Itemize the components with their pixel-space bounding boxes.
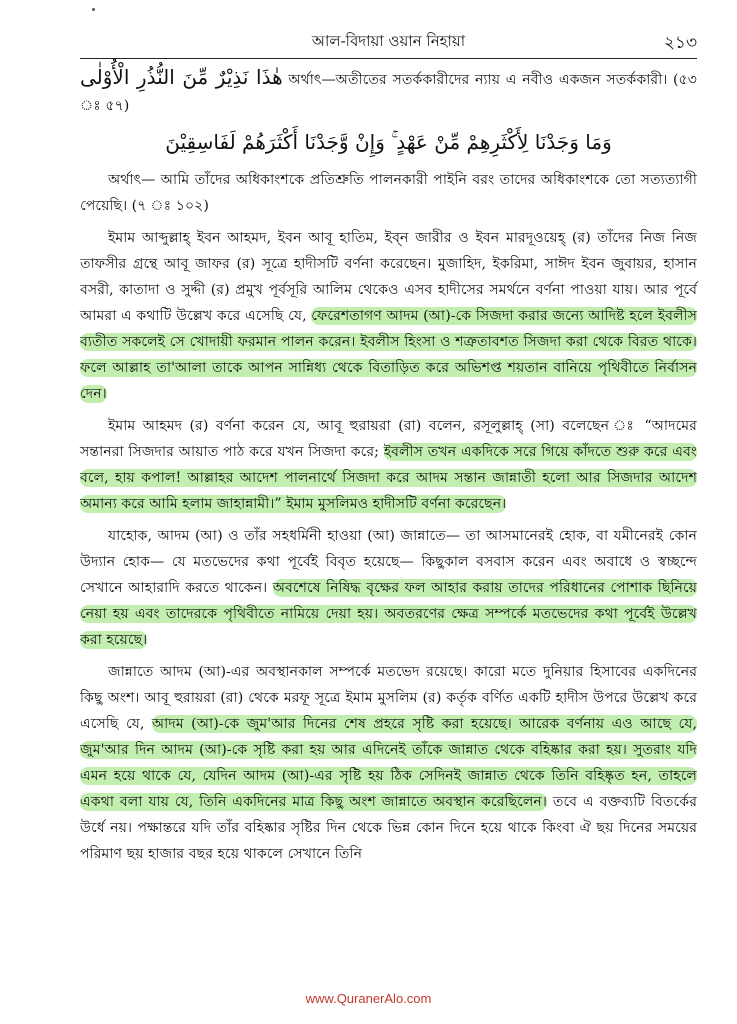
paragraph-6 bbox=[80, 659, 697, 867]
running-title: আল-বিদায়া ওয়ান নিহায়া bbox=[311, 32, 466, 50]
highlighted-text: অবশেষে নিষিদ্ধ বৃক্ষের ফল আহার করায় তাদের পরিধানের পোশাক ছিনিয়ে নেয়া হয় এবং তাদেরকে পৃথিবীতে নামিয়ে দেয়া হয়। অবতরণের ক্ষেত্র সম্পর্কে মতভেদের কথা পূর্বেই উল্লেখ করা হয়েছে। bbox=[80, 580, 697, 648]
paragraph-text: ইমাম আব্দুল্লাহ্ ইবন আহমদ, ইবন আবূ হাতিম, ইব্‌ন জারীর ও ইবন মারদূওয়েহ্ (র) তাঁদের নিজ নিজ তাফসীর গ্রন্থে আবূ জাফর (র) সূত্রে হাদীসটি বর্ণনা করেছেন। মুজাহিদ, ইকরিমা, সাঈদ ইবন জুবায়র, হাসান বসরী, কাতাদা ও সুদ্দী (র) প্রমুখ পূর্বসূরি আলিম থেকেও এসব হাদীসের সমর্থনে বর্ণনা পাওয়া যায়। আর পূর্বে আমরা এ কথাটি উল্লেখ করে এসেছি যে, bbox=[80, 230, 697, 324]
page-number: ২১৩ bbox=[663, 33, 697, 53]
page-body bbox=[80, 64, 697, 968]
arabic-verse: وَمَا وَجَدْنَا لِأَكْثَرِهِمْ مِّنْ عَهْدٍ ۚ وَإِنْ وَّجَدْنَا أَكْثَرَهُمْ لَفَاسِقِيْنَ bbox=[165, 130, 612, 154]
paragraph-4 bbox=[80, 413, 697, 517]
paragraph-text: জান্নাতে আদম (আ)-এর অবস্থানকাল সম্পর্কে মতভেদ রয়েছে। কারো মতে দুনিয়ার হিসাবের একদিনের কিছু অংশ। আবূ হুরায়রা (রা) থেকে মরফূ সূত্রে ইমাম মুসলিম (র) কর্তৃক বর্ণিত একটি হাদীস উপরে উল্লেখ করে এসেছি যে, bbox=[80, 664, 697, 732]
highlighted-text: আদম (আ)-কে জুম'আর দিনের শেষ প্রহরে সৃষ্টি করা হয়েছে। আরেক বর্ণনায় এও আছে যে, জুম'আর দিন আদম (আ)-কে সৃষ্টি করা হয় আর এদিনেই তাঁকে জান্নাত থেকে বহিষ্কার করা হয়। সুতরাং যদি এমন হয়ে থাকে যে, যেদিন আদম (আ)-এর সৃষ্টি হয় ঠিক সেদিনই জান্নাত থেকে তিনি বহিষ্কৃত হন, তাহলে একথা বলা যায় যে, তিনি একদিনের মাত্র কিছু অংশ জান্নাতে অবস্থান করেছিলেন। bbox=[80, 716, 697, 810]
arabic-quote: هٰذَا نَذِيْرٌ مِّنَ النُّذُرِ الْأُوْلٰى bbox=[80, 65, 283, 89]
website-watermark[interactable]: www.QuranerAlo.com bbox=[305, 991, 432, 1006]
paragraph-1 bbox=[80, 64, 697, 119]
header-rule bbox=[80, 58, 697, 59]
paragraph-text: তবে এ বক্তব্যটি বিতর্কের উর্ধে নয়। পক্ষান্তরে যদি তাঁর বহিষ্কার সৃষ্টির দিন থেকে ভিন্ন কোন দিনে হয়ে থাকে কিংবা ঐ ছয় দিনের সময়ের পরিমাণ ছয় হাজার বছর হয়ে থাকলে সেখানে তিনি bbox=[80, 794, 697, 862]
highlighted-text: ফেরেশতাগণ আদম (আ)-কে সিজদা করার জন্যে আদিষ্ট হলে ইবলীস ব্যতীত সকলেই সে খোদায়ী ফরমান পালন করেন। ইবলীস হিংসা ও শত্রুতাবশত সিজদা করা থেকে বিরত থাকে। ফলে আল্লাহ তা'আলা তাকে আপন সান্নিধ্য থেকে বিতাড়িত করে অভিশপ্ত শয়তান বানিয়ে পৃথিবীতে নির্বাসন দেন। bbox=[80, 308, 697, 402]
scan-speck bbox=[92, 8, 95, 11]
translation-text: অর্থাৎ—অতীতের সতর্ককারীদের ন্যায় এ নবীও একজন সতর্ককারী। (৫৩ ঃ ৫৭) bbox=[80, 72, 697, 114]
paragraph-3 bbox=[80, 225, 697, 407]
paragraph-text: ইমাম আহমদ (র) বর্ণনা করেন যে, আবূ হুরায়রা (রা) বলেন, রসূলুল্লাহ্ (সা) বলেছেন ঃ “আদমের সন্তানরা সিজদার আয়াত পাঠ করে যখন সিজদা করে; bbox=[80, 418, 697, 460]
paragraph-text: যাহোক, আদম (আ) ও তাঁর সহধর্মিনী হাওয়া (আ) জান্নাতে— তা আসমানেরই হোক, বা যমীনেরই কোন উদ্যান হোক— যে মতভেদের কথা পূর্বেই বিবৃত হয়েছে— কিছুকাল বসবাস করেন এবং অবাধে ও স্বচ্ছন্দে সেখানে আহারাদি করতে থাকেন। bbox=[80, 528, 697, 596]
paragraph-2: অর্থাৎ— আমি তাঁদের অধিকাংশকে প্রতিশ্রুতি পালনকারী পাইনি বরং তাদের অধিকাংশকে তো সত্যত্যাগী পেয়েছি। (৭ ঃ ১০২) bbox=[80, 172, 697, 214]
highlighted-text: ইবলীস তখন একদিকে সরে গিয়ে কাঁদতে শুরু করে এবং বলে, হায় কপাল! আল্লাহর আদেশ পালনার্থে সিজদা করে আদম সন্তান জান্নাতী হলো আর সিজদার আদেশ অমান্য করে আমি হলাম জাহান্নামী।” ইমাম মুসলিমও হাদীসটি বর্ণনা করেছেন। bbox=[80, 444, 698, 512]
page-header bbox=[80, 30, 697, 56]
paragraph-5 bbox=[80, 523, 697, 653]
